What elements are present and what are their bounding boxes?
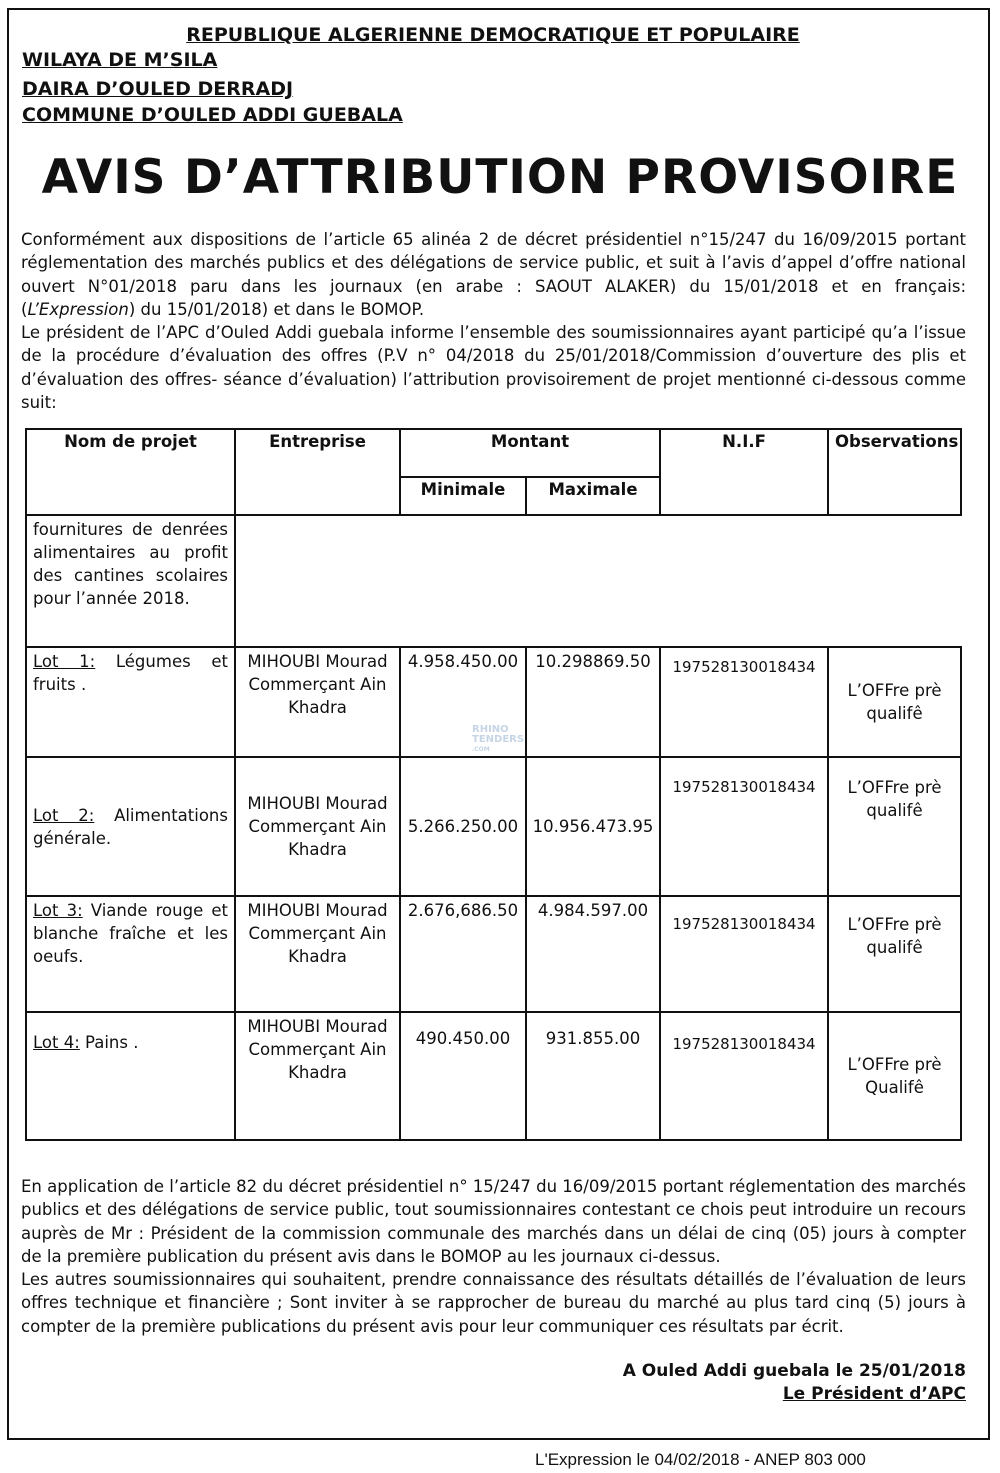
lot-cell: [26, 647, 235, 757]
intro-paragraph-1: Conformément aux dispositions de l’article 65 alinéa 2 de décret présidentiel n°15/247 du 16/09/2015 portant réglementation des marchés publics et des délégations de service public, et suit à l’avis d’appel d’offre national ouvert N°01/2018 paru dans les journaux (en arabe : SAOUT ALAKER) du 15/01/2018 et en français: (L’Expression) du 15/01/2018) et dans le BOMOP.: [21, 230, 966, 319]
observation-cell: L’OFFre prè qualifê: [828, 757, 961, 896]
lot-label: Lot 3:: [33, 901, 83, 920]
lot-label: Lot 1:: [33, 652, 96, 671]
project-description: fournitures de denrées alimentaires au profit des cantines scolaires pour l’année 2018.: [26, 515, 235, 647]
publication-footer: L'Expression le 04/02/2018 - ANEP 803 000: [535, 1450, 866, 1469]
nif-cell: 197528130018434: [660, 896, 828, 1012]
max-amount-cell: 10.298869.50: [526, 647, 660, 757]
closing-paragraph-1: En application de l’article 82 du décret présidentiel n° 15/247 du 16/09/2015 portant réglementation des marchés publics et des délégations de service public, tout soumissionnaires contestant ce chois peut introduire un recours auprès de Mr : Président de la commission communale des marchés dans un délai de cinq (05) jours à compter de la première publication du présent avis dans le BOMOP au les journaux ci-dessus.: [21, 1177, 966, 1266]
table-row: [26, 757, 961, 896]
min-amount-cell: 490.450.00: [400, 1012, 526, 1140]
nif-cell: 197528130018434: [660, 647, 828, 757]
lot-description: Légumes et fruits .: [33, 652, 228, 694]
lot-label: Lot 4:: [33, 1033, 80, 1052]
closing-text: [21, 1175, 966, 1338]
daira-header: DAIRA D’OULED DERRADJ: [22, 78, 294, 100]
watermark: RHINO TENDERS .COM: [472, 724, 525, 753]
attribution-table: [25, 428, 962, 1141]
intro-paragraph-2: Le président de l’APC d’Ouled Addi guebala informe l’ensemble des soumissionnaires ayant participé qu’a l’issue de la procédure d’évaluation des offres (P.V n° 04/2018 du 25/01/2018/Commission d’ouverture des plis et d’évaluation des offres- séance d’évaluation) l’attribution provisoirement de projet mentionné ci-dessous comme suit:: [21, 323, 966, 413]
lot-description: Alimentations générale.: [33, 805, 228, 848]
lot-cell: [26, 1012, 235, 1140]
blank-row: [235, 515, 961, 647]
signature-role: Le Président d’APC: [782, 1384, 966, 1404]
company-cell: MIHOUBI Mourad Commerçant Ain Khadra: [235, 647, 400, 757]
lot-cell: [26, 757, 235, 896]
min-amount-cell: 5.266.250.00: [400, 757, 526, 896]
observation-cell: L’OFFre prè qualifê: [828, 896, 961, 1012]
nif-cell: 197528130018434: [660, 1012, 828, 1140]
lot-label: Lot 2:: [33, 805, 95, 825]
lot-description: Viande rouge et blanche fraîche et les oeufs.: [33, 901, 228, 966]
company-cell: MIHOUBI Mourad Commerçant Ain Khadra: [235, 757, 400, 896]
table-row: [26, 1012, 961, 1140]
lot-cell: [26, 896, 235, 1012]
max-amount-cell: 4.984.597.00: [526, 896, 660, 1012]
max-amount-cell: 10.956.473.95: [526, 757, 660, 896]
company-cell: MIHOUBI Mourad Commerçant Ain Khadra: [235, 896, 400, 1012]
republic-header: REPUBLIQUE ALGERIENNE DEMOCRATIQUE ET POPULAIRE: [186, 24, 800, 46]
min-amount-cell: 2.676,686.50: [400, 896, 526, 1012]
wilaya-header: WILAYA DE M’SILA: [22, 49, 218, 71]
observation-cell: L’OFFre prè qualifê: [828, 647, 961, 757]
signature-place-date: A Ouled Addi guebala le 25/01/2018: [622, 1361, 966, 1381]
col-header-max: Maximale: [526, 477, 660, 515]
company-cell: MIHOUBI Mourad Commerçant Ain Khadra: [235, 1012, 400, 1140]
min-amount-cell: 4.958.450.00: [400, 647, 526, 757]
page-title: AVIS D’ATTRIBUTION PROVISOIRE: [41, 150, 959, 205]
intro-text: [21, 228, 966, 414]
max-amount-cell: 931.855.00: [526, 1012, 660, 1140]
closing-paragraph-2: Les autres soumissionnaires qui souhaitent, prendre connaissance des résultats détaillés de l’évaluation de leurs offres technique et financière ; Sont inviter à se rapprocher de bureau du marché au plus tard cinq (5) jours à compter de la première publications du présent avis pour leur communiquer ces résultats par écrit.: [21, 1270, 966, 1336]
newspaper-name: L’Expression: [27, 299, 129, 319]
observation-cell: L’OFFre prè Qualifê: [828, 1012, 961, 1140]
lot-description: Pains .: [79, 1033, 139, 1052]
col-header-amount: Montant: [400, 429, 660, 477]
col-header-nif: N.I.F: [660, 429, 828, 515]
col-header-min: Minimale: [400, 477, 526, 515]
nif-cell: 197528130018434: [660, 757, 828, 896]
col-header-observations: Observations: [828, 429, 961, 515]
table-row: [26, 896, 961, 1012]
commune-header: COMMUNE D’OULED ADDI GUEBALA: [22, 104, 403, 126]
col-header-project: Nom de projet: [26, 429, 235, 515]
col-header-company: Entreprise: [235, 429, 400, 515]
